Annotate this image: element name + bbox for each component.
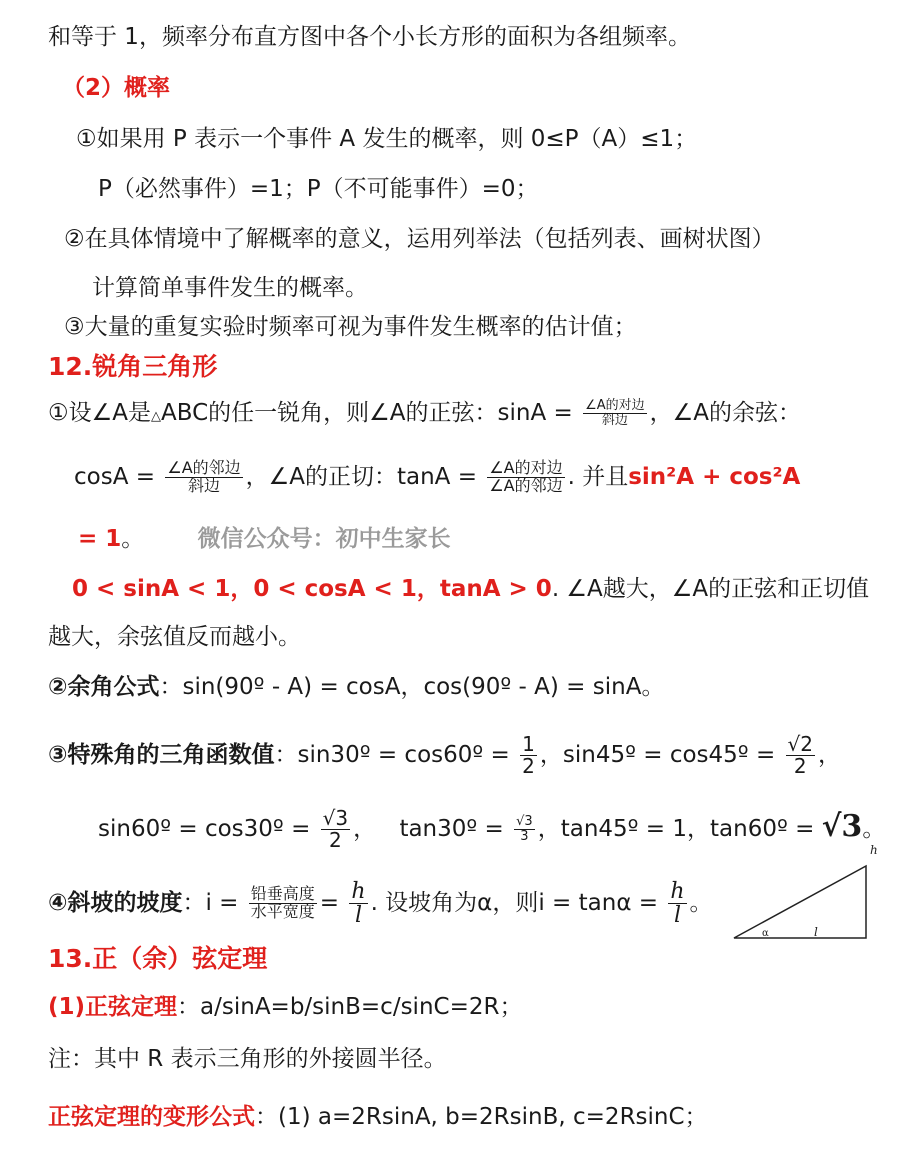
sqrt3-value: √3 (821, 809, 863, 844)
sine-definition (48, 398, 801, 432)
text: ：sin(90º - A) = cosA，cos(90º - A) = sinA。 (159, 674, 665, 700)
numerator: ∠A的对边 (489, 458, 563, 477)
denominator: 水平宽度 (250, 902, 315, 922)
range-line (72, 574, 869, 604)
numerator: 1 (522, 732, 535, 756)
label: ④斜坡的坡度 (48, 890, 183, 917)
fraction-sqrt2-over-2 (786, 734, 815, 777)
numerator: 铅垂高度 (250, 884, 315, 904)
h-over-l-fraction (349, 880, 367, 927)
h-over-l-fraction (668, 880, 686, 927)
denominator: 2 (793, 754, 807, 778)
sine-law (48, 992, 522, 1022)
text: . ∠A越大，∠A的正弦和正切值 (551, 576, 870, 602)
denominator: l (673, 903, 681, 929)
slope-triangle-diagram (728, 838, 878, 944)
identity-formula: sin²A + cos²A (628, 463, 801, 490)
text: tan30º = (399, 816, 504, 842)
denominator: 2 (522, 754, 535, 778)
special-angles-line-1 (48, 734, 841, 777)
sine-law-variants (48, 1102, 708, 1132)
text: ：sin30º = cos60º = (274, 742, 510, 768)
identity-value: = 1 (78, 526, 122, 552)
denominator: ∠A的邻边 (489, 475, 563, 495)
text: = (319, 890, 340, 917)
text-line: 越大，余弦值反而越小。 (48, 624, 301, 650)
text: ，∠A的正切：tanA = (245, 463, 477, 490)
note-line: 注：其中 R 表示三角形的外接圆半径。 (48, 1046, 447, 1072)
slope-gradient-line (48, 880, 713, 927)
text: 。 (121, 526, 145, 552)
tangent-fraction (487, 460, 564, 495)
fraction-half (520, 734, 537, 777)
text: ，sin45º = cos45º = (539, 742, 776, 768)
watermark: 微信公众号：初中生家长 (197, 526, 451, 552)
text-line: ②在具体情境中了解概率的意义，运用列举法（包括列表、画树状图） (64, 226, 775, 252)
text: ，tan45º = 1，tan60º = (537, 816, 815, 842)
section-heading-13: 13.正（余）弦定理 (48, 944, 268, 973)
text-line: ①如果用 P 表示一个事件 A 发生的概率，则 0≤P（A）≤1； (76, 126, 698, 152)
numerator: h (351, 879, 366, 904)
subheading-probability (62, 73, 170, 103)
text: 。 (862, 816, 886, 842)
denominator: 斜边 (601, 413, 628, 428)
denominator: 斜边 (187, 475, 220, 495)
text: ：i = (182, 890, 239, 917)
angle-label: α (762, 928, 769, 939)
text: ，∠A的余弦： (649, 400, 802, 426)
length-label: l (814, 925, 818, 939)
sine-fraction (583, 399, 647, 427)
numerator: √3 (516, 814, 533, 830)
probability-heading: （2）概率 (62, 75, 171, 101)
label: (1)正弦定理 (48, 994, 178, 1020)
label: 正弦定理的变形公式 (48, 1104, 255, 1130)
label: ②余角公式 (48, 674, 160, 700)
gradient-word-fraction (249, 886, 317, 921)
text-line: 和等于 1，频率分布直方图中各个小长方形的面积为各组频率。 (48, 24, 691, 50)
text: ， (353, 816, 377, 842)
text: ①设∠A是 (48, 400, 151, 426)
triangle-symbol: △ (150, 409, 161, 424)
cosine-tangent-definition (74, 460, 800, 495)
text: sin60º = cos30º = (98, 816, 311, 842)
height-label: h (870, 843, 878, 857)
text: 。 (689, 890, 713, 917)
text: . 并且 (567, 463, 629, 490)
text-line: 计算简单事件发生的概率。 (92, 275, 368, 301)
text: ， (818, 742, 841, 768)
slope-triangle (734, 866, 866, 938)
text-line: ③大量的重复实验时频率可视为事件发生概率的估计值； (64, 314, 637, 340)
text-line: P（必然事件）=1；P（不可能事件）=0； (98, 176, 539, 202)
text: ：(1) a=2RsinA, b=2RsinB, c=2RsinC； (255, 1104, 708, 1130)
numerator: h (670, 879, 685, 904)
text: . 设坡角为α，则i = tanα = (370, 890, 659, 917)
text: ：a/sinA=b/sinB=c/sinC=2R； (177, 994, 523, 1020)
text: ABC的任一锐角，则∠A的正弦：sinA = (160, 400, 573, 426)
denominator: 3 (520, 829, 529, 844)
range-inequalities: 0 < sinA < 1，0 < cosA < 1，tanA > 0 (72, 576, 552, 602)
cosine-fraction (165, 460, 242, 495)
numerator: √2 (787, 732, 813, 756)
fraction-sqrt3-over-3 (514, 815, 535, 843)
denominator: 2 (329, 828, 342, 852)
label: ③特殊角的三角函数值 (48, 742, 275, 768)
numerator: ∠A的邻边 (167, 458, 241, 477)
numerator: ∠A的对边 (585, 398, 645, 414)
fraction-sqrt3-over-2 (321, 808, 350, 851)
denominator: l (354, 903, 362, 929)
text: cosA = (74, 463, 156, 490)
complementary-angle-formula (48, 672, 664, 702)
section-heading-12: 12.锐角三角形 (48, 352, 218, 381)
identity-result (78, 524, 451, 554)
numerator: √3 (322, 806, 349, 830)
